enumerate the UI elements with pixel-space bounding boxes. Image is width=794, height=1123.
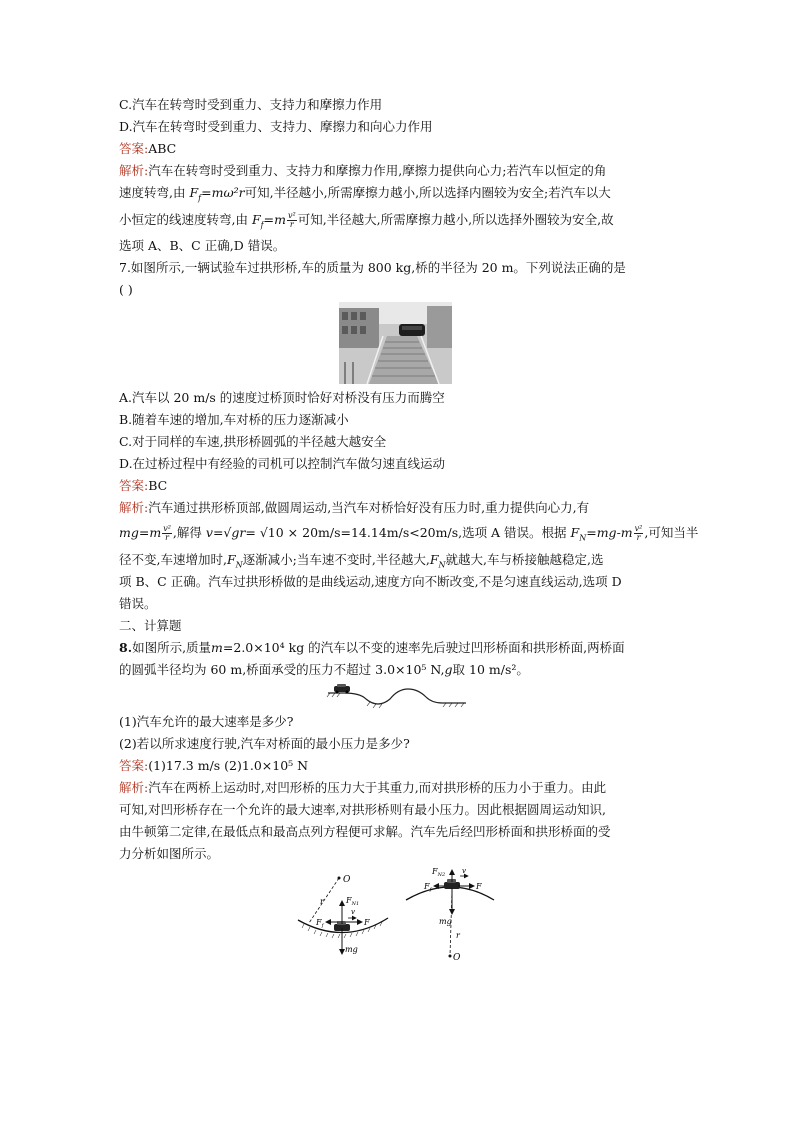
answer-6: 答案:ABC: [119, 141, 177, 156]
option-7d: D.在过桥过程中有经验的司机可以控制汽车做匀速直线运动: [119, 456, 446, 471]
explanation-7-line5: 错误。: [119, 596, 157, 611]
question-8-part1: (1)汽车允许的最大速率是多少?: [119, 714, 294, 729]
label-f-left: F: [364, 918, 370, 927]
label-o-left: O: [343, 875, 351, 885]
label-v-right: v: [462, 867, 466, 875]
explanation-8-line3: 由牛顿第二定律,在最低点和最高点列方程便可求解。汽车先后经凹形桥面和拱形桥面的受: [119, 824, 611, 839]
explanation-8-line1: 解析:汽车在两桥上运动时,对凹形桥的压力大于其重力,而对拱形桥的压力小于重力。由此: [119, 780, 607, 795]
explanation-7-line2: mg=m $\frac{\text{v²}}{r}$ ,解得 v=√gr= √10 × 20m/s=14.14m/s<20m/s,选项 A 错误。根据 $F_N=mg-m$ $\frac{\text{v²}}{r}$ ,可知当半: [119, 524, 699, 543]
label-mg-left: mg: [345, 945, 358, 954]
bridge-photo: [339, 302, 452, 384]
label-fn1: $F_{N1}$: [346, 896, 360, 907]
explanation-8-line4: 力分析如图所示。: [119, 846, 220, 861]
explanation-7-line3: 径不变,车速增加时$,F_N$逐渐减小;当车速不变时,半径越大$,F_N$就越大,车与桥接触越稳定,选: [119, 552, 604, 570]
explanation-6-line1: 解析:汽车在转弯时受到重力、支持力和摩擦力作用,摩擦力提供向心力;若汽车以恒定的角: [119, 163, 607, 178]
label-ff-right: $F_f$: [424, 882, 432, 893]
explanation-6-line3: 小恒定的线速度转弯,由 $F_f=m$ $\frac{\text{v²}}{r}$ 可知,半径越大,所需摩擦力越小,所以选择外圈较为安全,故: [119, 211, 614, 230]
force-diagram-svg: [296, 866, 506, 962]
question-7-line1: 7.如图所示,一辆试验车过拱形桥,车的质量为 800 kg,桥的半径为 20 m。下列说法正确的是: [119, 260, 626, 275]
section-heading: 二、计算题: [119, 618, 182, 633]
label-v-left: v: [351, 908, 355, 916]
label-o-right: O: [453, 953, 461, 963]
option-d: D.汽车在转弯时受到重力、支持力、摩擦力和向心力作用: [119, 119, 433, 134]
option-7c: C.对于同样的车速,拱形桥圆弧的半径越大越安全: [119, 434, 387, 449]
explanation-6-line2: 速度转弯,由 $F_f=m\omega^2r$可知,半径越小,所需摩擦力越小,所以选择内圈较为安全;若汽车以大: [119, 185, 611, 203]
convex-bridge-diagram: [406, 867, 494, 963]
concave-bridge-diagram: [298, 875, 388, 954]
bridge-profile-svg: [326, 683, 468, 709]
label-r-left: r: [320, 897, 324, 906]
label-ff-left: $F_f$: [316, 918, 324, 929]
explanation-7-line4: 项 B、C 正确。汽车过拱形桥做的是曲线运动,速度方向不断改变,不是匀速直线运动,选项 D: [119, 574, 622, 589]
label-fn2: $F_{N2}$: [432, 867, 446, 878]
explanation-6-line4: 选项 A、B、C 正确,D 错误。: [119, 238, 286, 253]
option-7a: A.汽车以 20 m/s 的速度过桥顶时恰好对桥没有压力而腾空: [119, 390, 445, 405]
label-mg-right: mg: [439, 917, 452, 926]
label-r-right: r: [456, 931, 460, 940]
question-8-line2: 的圆弧半径均为 60 m,桥面承受的压力不超过 3.0×10⁵ N,g取 10 m/s²。: [119, 662, 529, 677]
bridge-profile-figure: [326, 683, 468, 709]
answer-7: 答案:BC: [119, 478, 168, 493]
explanation-7-line1: 解析:汽车通过拱形桥顶部,做圆周运动,当汽车对桥恰好没有压力时,重力提供向心力,有: [119, 500, 590, 515]
bridge-photo-svg: [339, 302, 452, 384]
explanation-8-line2: 可知,对凹形桥存在一个允许的最大速率,对拱形桥则有最小压力。因此根据圆周运动知识,: [119, 802, 606, 817]
label-f-right: F: [476, 882, 482, 891]
answer-8: 答案:(1)17.3 m/s (2)1.0×10⁵ N: [119, 758, 309, 773]
question-8-line1: 8.如图所示,质量m=2.0×10⁴ kg 的汽车以不变的速率先后驶过凹形桥面和拱形桥面,两桥面: [119, 640, 625, 655]
question-8-part2: (2)若以所求速度行驶,汽车对桥面的最小压力是多少?: [119, 736, 410, 751]
option-c: C.汽车在转弯时受到重力、支持力和摩擦力作用: [119, 97, 383, 112]
option-7b: B.随着车速的增加,车对桥的压力逐渐减小: [119, 412, 349, 427]
force-diagram: [296, 866, 506, 962]
question-7-line2: ( ): [119, 282, 133, 297]
